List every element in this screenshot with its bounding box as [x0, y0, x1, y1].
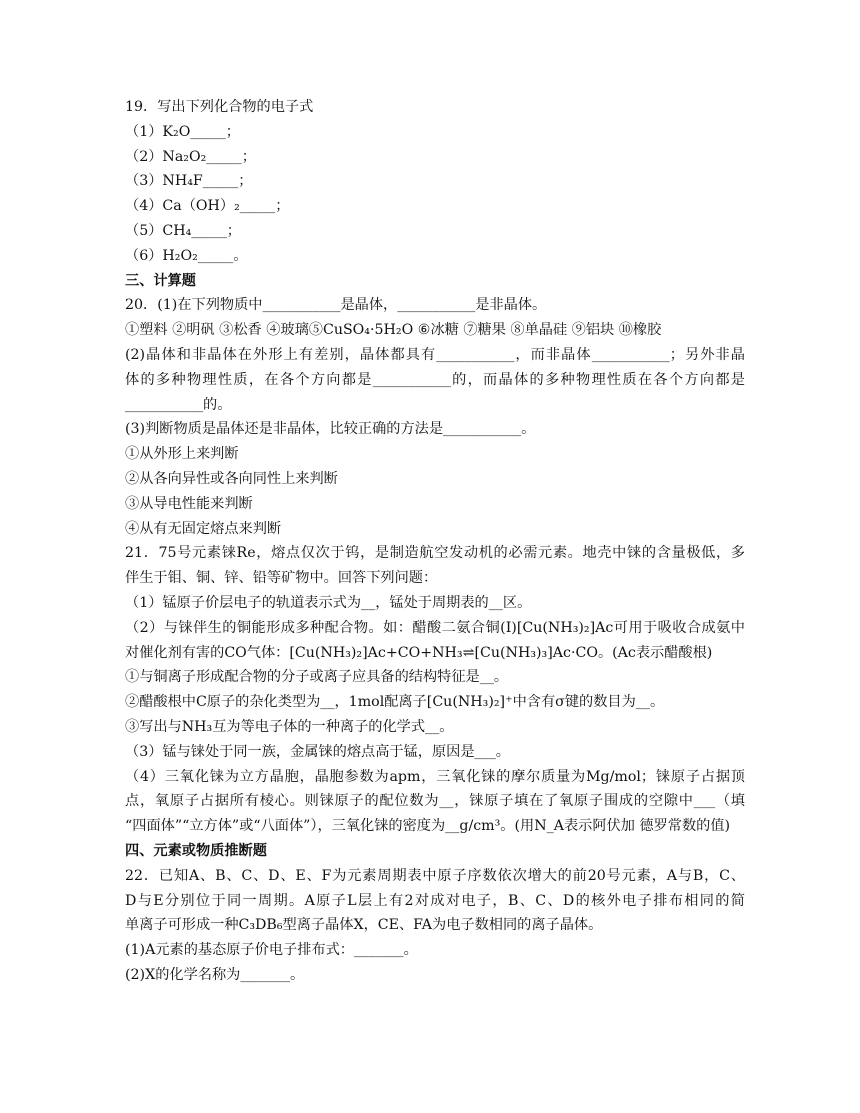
q21-line-12: “四面体”“立方体”或“八面体”），三氧化铼的密度为__g/cm³。(用N_A表示阿伏加 德罗常数的值) [125, 818, 731, 835]
q21-line-9: （3）锰与铼处于同一族，金属铼的熔点高于锰，原因是___。 [125, 743, 510, 760]
q20-option-2: ②从各向异性或各向同性上来判断 [125, 470, 338, 487]
q19-item-6: （6）H₂O₂_____。 [125, 247, 248, 264]
q19-item-5: （5）CH₄_____； [125, 222, 241, 239]
q21-line-5: 对催化剂有害的CO气体：[Cu(NH₃)₂]Ac+CO+NH₃⇌[Cu(NH₃)₃]Ac·CO。(Ac表示醋酸根) [125, 644, 713, 661]
q19-item-2: （2）Na₂O₂_____； [125, 148, 256, 165]
q19-item-4: （4）Ca（OH）₂_____； [125, 198, 290, 215]
q21-line-8: ③写出与NH₃互为等电子体的一种离子的化学式__。 [125, 718, 454, 735]
q22-line-1: 22．已知A、B、C、D、E、F为元素周期表中原子序数依次增大的前20号元素，A与B，C、 [125, 867, 745, 884]
q21-line-1: 21．75号元素铼Re，熔点仅次于钨，是制造航空发动机的必需元素。地壳中铼的含量极低，多 [125, 545, 745, 562]
section-heading-calculation: 三、计算题 [125, 272, 196, 289]
q19-item-1: （1）K₂O_____； [125, 123, 240, 140]
q21-line-2: 伴生于钼、铜、锌、铅等矿物中。回答下列问题： [125, 570, 438, 587]
q19-item-3: （3）NH₄F_____； [125, 173, 253, 190]
q22-line-3: 单离子可形成一种C₃DB₆型离子晶体X，CE、FA为电子数相同的离子晶体。 [125, 917, 603, 934]
q21-line-4: （2）与铼伴生的铜能形成多种配合物。如：醋酸二氨合铜(I)[Cu(NH₃)₂]Ac可用于吸收合成氨中 [125, 619, 745, 636]
q22-line-5: (2)X的化学名称为_______。 [125, 966, 305, 983]
q20-line-2: ①塑料 ②明矾 ③松香 ④玻璃⑤CuSO₄·5H₂O ⑥冰糖 ⑦糖果 ⑧单晶硅 ⑨铝块 ⑩橡胶 [125, 322, 662, 339]
q21-line-10: （4）三氧化铼为立方晶胞，晶胞参数为apm，三氧化铼的摩尔质量为Mg/mol；铼原子占据顶 [125, 768, 745, 785]
q20-option-3: ③从导电性能来判断 [125, 495, 253, 512]
q21-line-11: 点，氧原子占据所有棱心。则铼原子的配位数为__，铼原子填在了氧原子围成的空隙中___（填 [125, 793, 745, 810]
q21-line-6: ①与铜离子形成配合物的分子或离子应具备的结构特征是__。 [125, 669, 509, 686]
q20-line-3: (2)晶体和非晶体在外形上有差别，晶体都具有___________，而非晶体___________；另外非晶 [125, 346, 745, 363]
q22-line-4: (1)A元素的基态原子价电子排布式：_______。 [125, 942, 418, 959]
q20-line-6: (3)判断物质是晶体还是非晶体，比较正确的方法是___________。 [125, 421, 536, 438]
q21-line-7: ②醋酸根中C原子的杂化类型为__，1mol配离子[Cu(NH₃)₂]⁺中含有σ键的数目为__。 [125, 694, 665, 711]
q20-line-4: 体的多种物理性质，在各个方向都是___________的，而晶体的多种物理性质在各个方向都是 [125, 371, 745, 388]
document-page [125, 95, 745, 988]
q21-line-3: （1）锰原子价层电子的轨道表示式为__，锰处于周期表的__区。 [125, 594, 532, 611]
q19-title: 19．写出下列化合物的电子式 [125, 99, 314, 115]
section-heading-inference: 四、元素或物质推断题 [125, 842, 267, 859]
q22-line-2: D与E分别位于同一周期。A原子L层上有2对成对电子，B、C、D的核外电子排布相同的简 [125, 892, 745, 909]
q20-option-4: ④从有无固定熔点来判断 [125, 520, 282, 537]
q20-option-1: ①从外形上来判断 [125, 446, 239, 463]
q20-line-1: 20．(1)在下列物质中___________是晶体，___________是非晶体。 [125, 297, 547, 314]
q20-line-5: ___________的。 [125, 396, 232, 413]
